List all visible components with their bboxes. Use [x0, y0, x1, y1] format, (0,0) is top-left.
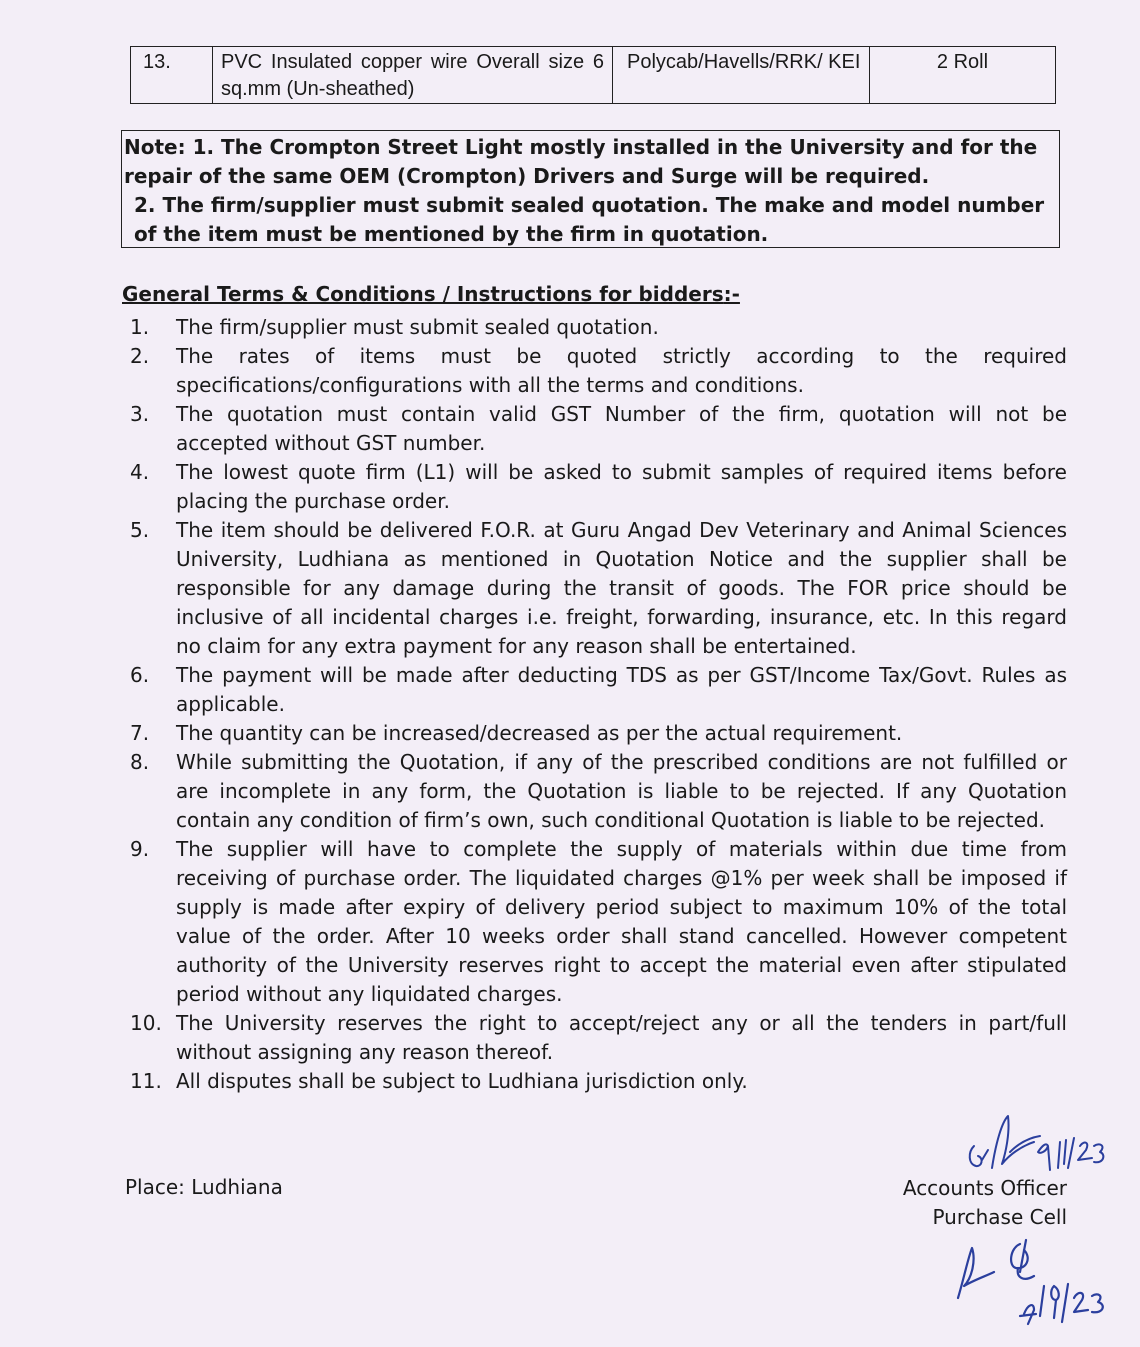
term-item — [130, 313, 1067, 342]
handwritten-signature-1 — [962, 1112, 1112, 1192]
place-label: Place: Ludhiana — [125, 1175, 283, 1199]
term-number: 2. — [130, 344, 150, 368]
make-cell: Polycab/Havells/RRK/ KEI — [613, 47, 870, 104]
term-item — [130, 516, 1067, 661]
term-item — [130, 835, 1067, 1009]
terms-heading-text: General Terms & Conditions / Instructions for bidders — [122, 282, 724, 306]
term-number: 7. — [130, 721, 150, 745]
term-item — [130, 661, 1067, 719]
term-item — [130, 1009, 1067, 1067]
term-text: The payment will be made after deducting TDS as per GST/Income Tax/Govt. Rules as applicable. — [176, 663, 1067, 716]
term-text: The quotation must contain valid GST Number of the firm, quotation will not be accepted without GST number. — [176, 402, 1067, 455]
note-line-1: Note: 1. The Crompton Street Light mostly installed in the University and for the repair of the same OEM (Crompton) Drivers and Surge will be required. — [124, 135, 1038, 188]
quantity-cell: 2 Roll — [870, 47, 1056, 104]
term-number: 9. — [130, 837, 150, 861]
term-number: 1. — [130, 315, 150, 339]
terms-heading-suffix: :- — [723, 282, 740, 306]
term-number: 3. — [130, 402, 150, 426]
term-item — [130, 400, 1067, 458]
term-text: The quantity can be increased/decreased as per the actual requirement. — [176, 721, 903, 745]
term-text: The University reserves the right to accept/reject any or all the tenders in part/full without assigning any reason thereof. — [176, 1011, 1067, 1064]
items-table — [130, 46, 1056, 104]
term-text: While submitting the Quotation, if any of the prescribed conditions are not fulfilled or are incomplete in any form, the Quotation is liable to be rejected. If any Quotation contain any condition of firm’s own, such conditional Quotation is liable to be rejected. — [176, 750, 1067, 832]
term-number: 6. — [130, 663, 150, 687]
term-number: 5. — [130, 518, 150, 542]
term-number: 11. — [130, 1069, 162, 1093]
sr-no-cell: 13. — [131, 47, 213, 104]
term-item — [130, 458, 1067, 516]
term-number: 8. — [130, 750, 150, 774]
term-text: The rates of items must be quoted strictly according to the required specifications/configurations with all the terms and conditions. — [176, 344, 1067, 397]
table-row — [131, 47, 1056, 104]
terms-list — [130, 313, 1067, 1096]
note-box — [121, 130, 1060, 248]
term-item — [130, 1067, 1067, 1096]
handwritten-signature-2 — [950, 1228, 1120, 1328]
term-text: The firm/supplier must submit sealed quotation. — [176, 315, 659, 339]
term-item — [130, 342, 1067, 400]
term-item — [130, 748, 1067, 835]
term-text: The lowest quote firm (L1) will be asked to submit samples of required items before placing the purchase order. — [176, 460, 1067, 513]
note-line-2: 2. The firm/supplier must submit sealed quotation. The make and model number of the item must be mentioned by the firm in quotation. — [134, 193, 1045, 246]
description-cell: PVC Insulated copper wire Overall size 6 sq.mm (Un-sheathed) — [213, 47, 613, 104]
term-number: 10. — [130, 1011, 162, 1035]
designation-title: Accounts Officer — [902, 1176, 1067, 1200]
term-item — [130, 719, 1067, 748]
terms-heading — [122, 280, 740, 308]
term-number: 4. — [130, 460, 150, 484]
designation-office: Purchase Cell — [932, 1205, 1067, 1229]
term-text: The item should be delivered F.O.R. at Guru Angad Dev Veterinary and Animal Sciences University, Ludhiana as mentioned in Quotation Notice and the supplier shall be responsible for any damage during the transit of goods. The FOR price should be inclusive of all incidental charges i.e. freight, forwarding, insurance, etc. In this regard no claim for any extra payment for any reason shall be entertained. — [176, 518, 1067, 658]
term-text: All disputes shall be subject to Ludhiana jurisdiction only. — [176, 1069, 748, 1093]
term-text: The supplier will have to complete the supply of materials within due time from receiving of purchase order. The liquidated charges @1% per week shall be imposed if supply is made after expiry of delivery period subject to maximum 10% of the total value of the order. After 10 weeks order shall stand cancelled. However competent authority of the University reserves right to accept the material even after stipulated period without any liquidated charges. — [176, 837, 1067, 1006]
